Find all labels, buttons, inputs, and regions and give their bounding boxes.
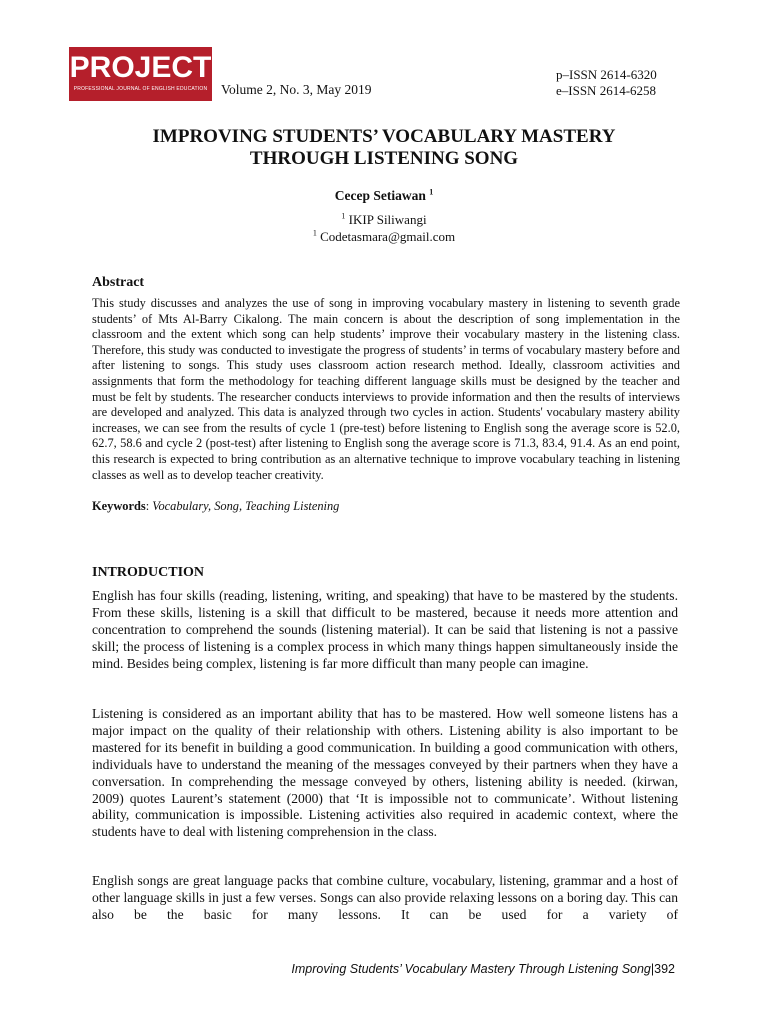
intro-paragraph-1: English has four skills (reading, listening, writing, and speaking) that have to be mastered by the students. From these skills, listening is a skill that difficult to be mastered, because it needs more attention and concentration to comprehend the sounds (listening material). It can be said that listening is not a passive skill; the process of listening is a complex process in which many things happen simultaneously inside the mind. Besides being complex, listening is far more difficult than many people can imagine. <box>92 588 678 671</box>
keywords-text: Vocabulary, Song, Teaching Listening <box>152 499 340 513</box>
logo-word: PROJECT <box>69 51 212 84</box>
title-line-2: THROUGH LISTENING SONG <box>249 148 519 169</box>
intro-paragraph-3: English songs are great language packs that combine culture, vocabulary, listening, grammar and a host of other language skills in just a few verses. Songs can also provide relaxing lessons on a boring day. This can also be the basic for many lessons. It can be used for a variety of <box>92 873 678 922</box>
title-line-1: IMPROVING STUDENTS’ VOCABULARY MASTERY <box>152 126 616 147</box>
logo-subtitle: PROFESSIONAL JOURNAL OF ENGLISH EDUCATION <box>73 86 208 92</box>
author-name <box>84 188 684 204</box>
issn-block <box>556 67 657 99</box>
e-issn: e–ISSN 2614-6258 <box>556 83 657 98</box>
page-footer <box>291 962 675 976</box>
p-issn: p–ISSN 2614-6320 <box>556 67 657 82</box>
affiliation-block <box>84 211 684 245</box>
abstract-heading: Abstract <box>92 275 145 290</box>
page-number: 392 <box>654 962 675 976</box>
affiliation-sup: 1 <box>341 211 346 221</box>
footer-separator: | <box>650 962 655 976</box>
affiliation-text: IKIP Siliwangi <box>348 212 427 227</box>
intro-paragraph-2: Listening is considered as an important ability that has to be mastered. How well someone listens has a major impact on the quality of their relationship with others. Listening ability is also important to be mastered for its benefit in building a good communication. In building a good communication with others, individuals have to understand the meaning of the messages conveyed by their partners when they have a conversation. In comprehending the message conveyed by others, listening ability is needed. (kirwan, 2009) quotes Laurent’s statement (2000) that ‘It is impossible not to communicate’. Without listening ability, communication is impossible. Listening activities also required in academic context, where the students have to deal with listening comprehension in the class. <box>92 706 678 840</box>
abstract-text: This study discusses and analyzes the use of song in improving vocabulary mastery in listening to seventh grade students’ of Mts Al-Barry Cikalong. The main concern is about the description of song implementation in the classroom and the extent which song can help students’ improve their vocabulary mastery in the listening class. Therefore, this study was conducted to investigate the progress of students’ in terms of vocabulary mastery before and after listening to songs. This study uses classroom action research method. Ideally, classroom activities and assignments that form the methodology for teaching different language skills must be designed by the teacher and must be felt by students. The researcher conducts interviews to provide information and then the results of interviews are developed and analyzed. This data is analyzed through two cycles in action. Students' vocabulary mastery ability increases, we can see from the results of cycle 1 (pre-test) before listening to English song the average score is 52.0, 62.7, 58.6 and cycle 2 (post-test) after listening to English song the average score is 71.3, 83.4, 91.4. As an end point, this research is expected to bring contribution as an alternative technique to improve vocabulary teaching in listening classes as well as to develop teacher creativity. <box>92 296 680 482</box>
affiliation-line <box>84 211 684 228</box>
paper-title <box>84 126 684 170</box>
email-text: Codetasmara@gmail.com <box>320 229 456 244</box>
email-line <box>84 228 684 245</box>
introduction-heading: INTRODUCTION <box>92 565 205 580</box>
keywords-line: Keywords: Vocabulary, Song, Teaching Listening <box>92 499 340 513</box>
journal-logo <box>69 47 212 101</box>
author-sup: 1 <box>429 187 434 197</box>
author-name-text: Cecep Setiawan <box>334 188 426 203</box>
volume-info: Volume 2, No. 3, May 2019 <box>221 82 372 97</box>
running-title: Improving Students’ Vocabulary Mastery Through Listening Song <box>291 962 651 976</box>
keywords-label: Keywords <box>92 499 146 513</box>
email-sup: 1 <box>312 228 317 238</box>
